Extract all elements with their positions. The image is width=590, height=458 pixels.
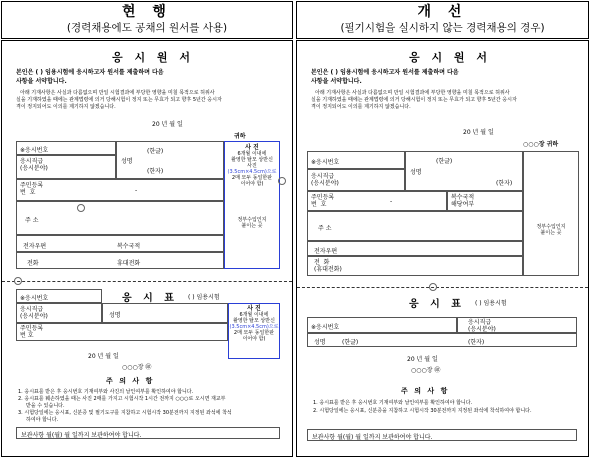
right-resident-no-cell: [307, 191, 447, 211]
left-applicant-no-label: ※응시번호: [20, 147, 49, 154]
left-ticket-suffix: ( ) 임용시험: [188, 294, 220, 301]
left-name-label: 성명: [121, 158, 133, 165]
left-ticket-photo-size: (3.5cm×4.5cm)으로: [229, 324, 279, 330]
right-form-title: 응 시 원 서: [409, 51, 491, 64]
right-pledge-line1: 아래 기재사항은 사실과 다름없으며 만일 시험결과에 부당한 영향을 미칠 목적으로 허위사: [315, 90, 510, 96]
left-ticket-photo-title: 사 진: [247, 305, 261, 312]
right-exam-type-label: 응시직급 (응시분야): [311, 173, 339, 187]
left-dual-label: 복수국적: [117, 243, 141, 250]
right-resident-no-label: 주민등록 번 호: [311, 194, 335, 208]
right-resident-dash: -: [390, 198, 393, 205]
left-mobile-label: 휴대전화: [117, 260, 141, 267]
right-ticket-sign: ○○○장 ㊞: [411, 367, 441, 374]
left-ticket-applicant-cell: [16, 289, 102, 303]
right-header: [296, 1, 589, 39]
left-consent-line2: 사항을 서약합니다.: [16, 78, 67, 85]
right-pledge-line2: 실을 기재하였을 때에는 관계법령에 의거 당해시험이 정지 또는 무효가 되고 향후 5년간 응시자: [311, 97, 517, 103]
left-ticket-title: 응 시 표: [122, 293, 178, 304]
left-ticket-date: 20 년 월 일: [88, 353, 119, 360]
left-name-hangul: (한글): [147, 148, 164, 155]
right-dual-cell: [447, 191, 523, 211]
right-applicant-no-cell: [307, 151, 405, 169]
left-ticket-photo-box: [228, 303, 280, 359]
left-notice3: 3. 시험당일에는 응시표, 신분증 및 필기도구를 지참하고 시험시작 30분전까지 지정된 좌석에 착석: [18, 410, 232, 416]
right-stamp-box: [523, 151, 579, 276]
left-notice-title: 주 의 사 항: [106, 377, 155, 385]
left-ticket-name-cell: [102, 303, 228, 323]
right-address-cell: [307, 211, 523, 241]
right-ticket-exam-cell: [457, 317, 577, 333]
left-photo-seal-icon: [278, 177, 286, 185]
left-consent-line1: 본인은 ( ) 임용시험에 응시하고자 원서를 제출하며 다음: [16, 69, 164, 76]
left-form-panel: [1, 40, 293, 457]
left-seal-note1: 정부수입인지: [237, 217, 267, 223]
left-phone-label: 전화: [27, 260, 39, 267]
left-cut-line: [2, 281, 292, 282]
right-name-label: 성명: [410, 169, 422, 176]
left-addressee: 귀하: [234, 133, 246, 140]
right-cut-seal-icon: [429, 283, 437, 291]
left-photo-text5: 이어야 함): [240, 181, 264, 187]
left-seal-note2: 붙이는 곳: [241, 223, 263, 229]
left-address-cell: [16, 201, 224, 235]
left-ticket-photo-text5: 이어야 함): [242, 336, 266, 342]
left-form-title: 응 시 원 서: [112, 51, 194, 64]
right-exam-type-cell: [307, 169, 405, 191]
left-email-label: 전자우편: [23, 243, 47, 250]
right-seal-note1: 정부수입인지: [536, 224, 566, 230]
right-ticket-exam-label: 응시직급 (응시분야): [468, 319, 496, 333]
left-notice2b: 받을 수 있습니다.: [26, 403, 65, 409]
right-form-panel: [296, 40, 589, 457]
right-sign-line: ○○○장 귀하: [523, 141, 559, 148]
left-photo-text4: 2매 모두 동일한판: [231, 175, 273, 181]
left-resident-no-label: 주민등록 번 호: [20, 182, 44, 196]
right-ticket-title: 응 시 표: [409, 299, 465, 310]
right-applicant-no-label: ※응시번호: [311, 159, 340, 166]
left-ticket-name-label: 성명: [109, 312, 121, 319]
left-ticket-resident-cell: [16, 323, 228, 341]
left-photo-size: (3.5cm×4.5cm)으로: [227, 169, 277, 175]
right-name-hanja: (한자): [496, 180, 513, 187]
right-phone-label: 전 화 (휴대전화): [314, 259, 342, 273]
right-ticket-name-hanja: (한자): [468, 339, 485, 346]
right-ticket-suffix: ( ) 임용시험: [475, 300, 507, 307]
left-photo-box: [224, 141, 280, 269]
left-notice2: 2. 응시표를 훼손하였을 때는 사진 2매를 가지고 시험시작 1시간 전까지 ○○○로 오시면 재교부: [18, 396, 226, 402]
right-phone-cell: [307, 256, 523, 276]
left-cut-seal-icon: [14, 277, 22, 285]
right-email-label: 전자우편: [314, 248, 338, 255]
left-resident-no-cell: [16, 179, 224, 201]
right-address-label: 주 소: [318, 225, 332, 232]
left-resident-dash: -: [135, 187, 138, 194]
left-header-subtitle: (경력채용에도 공채의 원서를 사용): [66, 22, 228, 34]
left-ticket-photo-text4: 2매 모두 동일한판: [233, 330, 275, 336]
left-photo-text3: 사진: [247, 163, 257, 169]
left-address-label: 주 소: [25, 217, 39, 224]
right-consent-line2: 사항을 서약합니다.: [311, 78, 362, 85]
left-name-cell: [116, 141, 224, 179]
left-address-seal-icon: [77, 204, 85, 212]
left-ticket-sign: ○○○장 ㊞: [122, 364, 152, 371]
right-pledge-line3: 격이 정지되어도 이의를 제기하지 않겠습니다.: [311, 104, 411, 110]
left-keep-cell: [16, 427, 280, 439]
right-notice2: 2. 시험당일에는 응시표, 신분증을 지참하고 시험시작 30분전까지 지정된 좌석에 착석하여야 합니다.: [313, 408, 532, 414]
left-ticket-photo-text2: 촬영한 탈모 상반신: [233, 318, 275, 324]
right-header-subtitle: (필기시험을 실시하지 않는 경력채용의 경우): [340, 22, 545, 34]
right-ticket-name-cell: [307, 333, 577, 347]
left-ticket-resident-label: 주민등록 번 호: [20, 325, 44, 339]
right-cut-line: [297, 287, 588, 288]
left-pledge-line2: 실을 기재하였을 때에는 관계법령에 의거 당해시험이 정지 또는 무효가 되고 향후 5년간 응시자: [16, 97, 222, 103]
left-name-hanja: (한자): [147, 168, 164, 175]
right-dual-label: 복수국적 해당여부: [451, 194, 475, 208]
left-ticket-exam-label: 응시직급 (응시분야): [20, 306, 48, 320]
right-name-hangul: (한글): [436, 158, 453, 165]
right-date-line: 20 년 월 일: [463, 129, 494, 136]
left-ticket-photo-text1: 6개월 이내에: [239, 312, 269, 318]
right-ticket-name-hangul: (한글): [342, 339, 359, 346]
left-applicant-no-cell: [16, 141, 116, 155]
left-exam-type-cell: [16, 155, 116, 179]
right-name-cell: [405, 151, 523, 191]
left-photo-title: 사 진: [245, 144, 259, 151]
right-email-cell: [307, 241, 523, 256]
right-ticket-name-label: 성명: [314, 339, 326, 346]
right-notice-title: 주 의 사 항: [401, 387, 450, 395]
right-keep-label: 보관사항 월(월) 월 일까지 보관하여야 합니다.: [312, 434, 433, 441]
left-photo-text1: 6개월 이내에: [237, 151, 267, 157]
left-pledge-line1: 아래 기재사항은 사실과 다름없으며 만일 시험결과에 부당한 영향을 미칠 목적으로 허위사: [20, 90, 215, 96]
left-notice1: 1. 응시표를 받은 후 응시번호 기재여부와 사진의 날인여부를 확인하여야 합니다.: [18, 389, 194, 395]
left-photo-text2: 촬영한 탈모 상반신: [231, 157, 273, 163]
right-keep-cell: [307, 429, 577, 441]
right-ticket-applicant-cell: [307, 317, 457, 333]
right-ticket-applicant-label: ※응시번호: [311, 324, 340, 331]
left-exam-type-label: 응시직급 (응시분야): [20, 158, 48, 172]
left-keep-label: 보관사항 월(월) 월 일까지 보관하여야 합니다.: [21, 432, 142, 439]
left-pledge-line3: 격이 정지되어도 이의를 제기하지 않겠습니다.: [16, 104, 116, 110]
left-header: [1, 1, 293, 39]
left-header-title: 현 행: [122, 4, 172, 20]
left-notice3b: 하여야 합니다.: [26, 417, 59, 423]
right-header-title: 개 선: [417, 4, 468, 20]
left-email-cell: [16, 235, 224, 252]
left-date-line: 20 년 월 일: [152, 121, 183, 128]
right-seal-note2: 붙이는 곳: [540, 230, 562, 236]
right-ticket-date: 20 년 월 일: [407, 356, 438, 363]
left-phone-cell: [16, 252, 224, 269]
left-ticket-applicant-label: ※응시번호: [20, 295, 49, 302]
right-notice1: 1. 응시표를 받은 후 응시번호 기재여부와 날인여부를 확인하여야 합니다.: [313, 400, 473, 406]
left-ticket-exam-cell: [16, 303, 102, 323]
right-consent-line1: 본인은 ( ) 임용시험에 응시하고자 원서를 제출하며 다음: [311, 69, 459, 76]
